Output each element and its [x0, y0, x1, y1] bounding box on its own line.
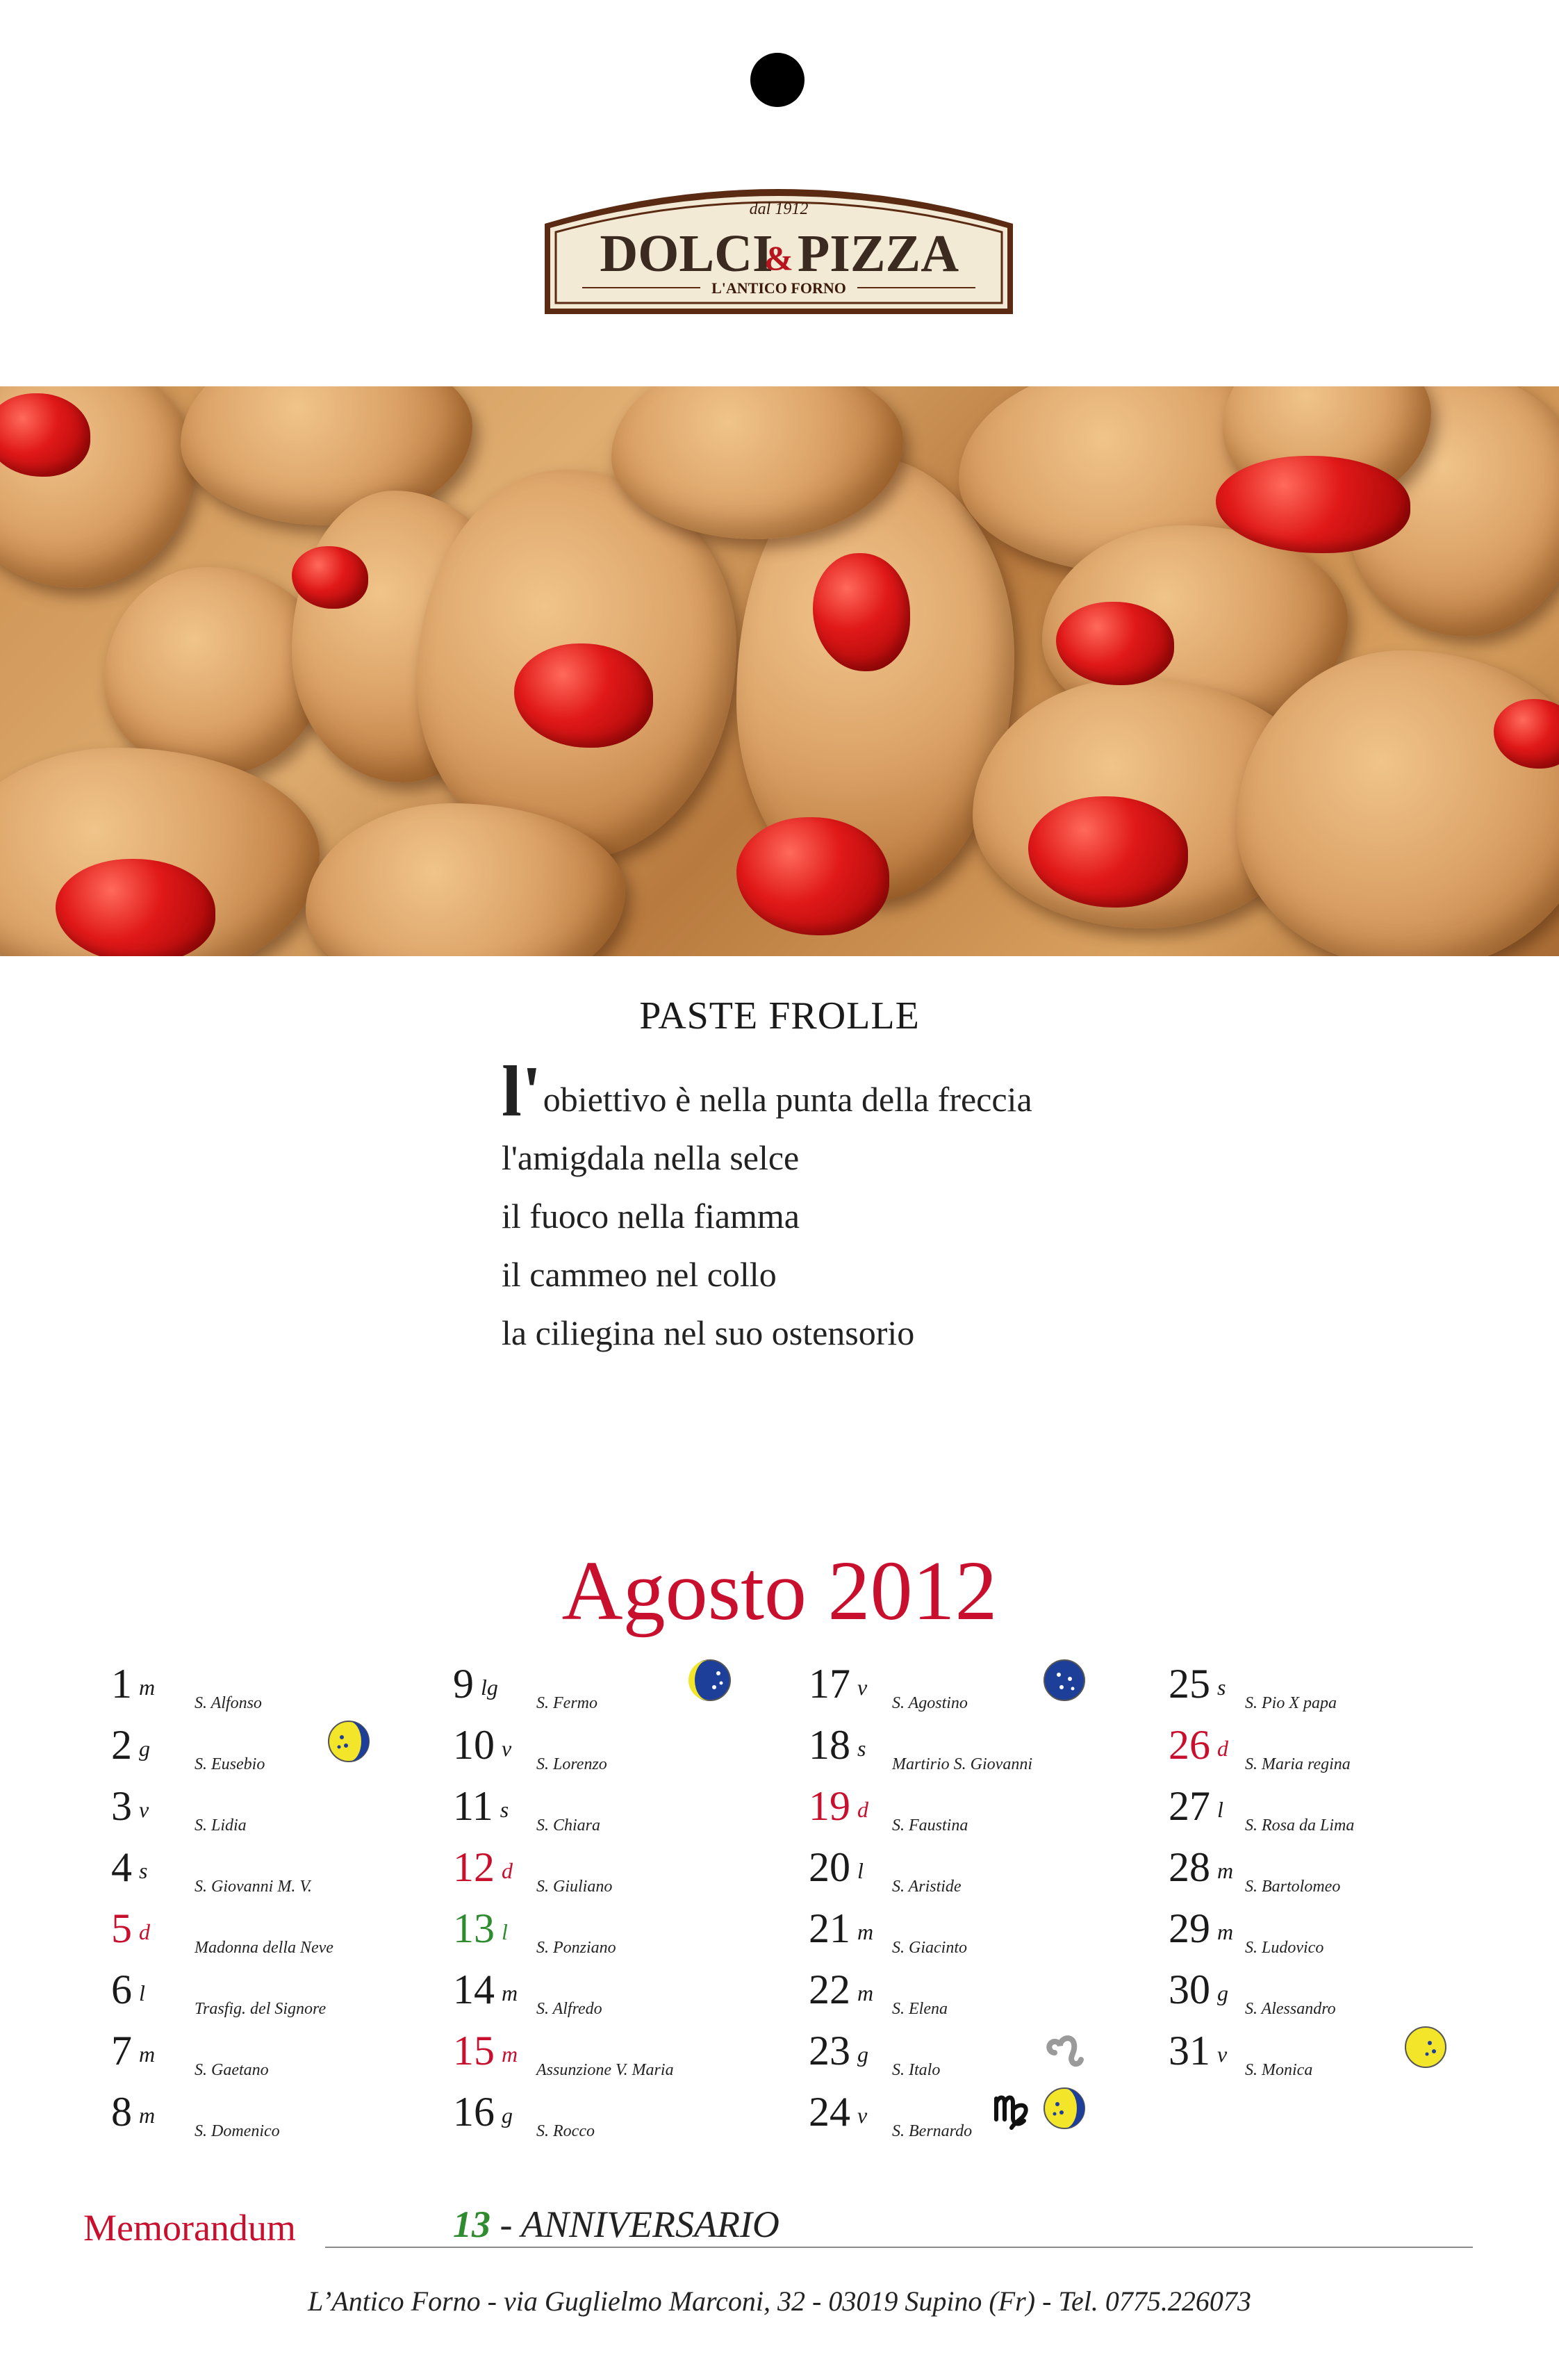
- saint-name: S. Giovanni M. V.: [195, 1878, 312, 1896]
- day-number-value: 7: [111, 2028, 132, 2074]
- memorandum-label: Memorandum: [83, 2207, 296, 2249]
- weekday-letter: v: [857, 2103, 868, 2128]
- new-moon-icon: [1042, 1658, 1087, 1706]
- saint-name: S. Alfredo: [536, 2000, 602, 2018]
- hanging-hole: [750, 53, 805, 107]
- saint-name: S. Alessandro: [1245, 2000, 1336, 2018]
- day-number: [809, 1782, 868, 1834]
- saint-name: S. Maria regina: [1245, 1755, 1351, 1773]
- day-number-value: 17: [809, 1661, 850, 1707]
- saint-name: S. Lorenzo: [536, 1755, 607, 1773]
- day-number-value: 3: [111, 1783, 132, 1829]
- calendar-day-row: [453, 1904, 814, 1965]
- day-number: [453, 1659, 498, 1712]
- weekday-letter: m: [502, 1980, 518, 2005]
- day-number: [453, 2026, 518, 2078]
- saint-name: S. Aristide: [892, 1878, 962, 1896]
- saint-name: Assunzione V. Maria: [536, 2061, 674, 2079]
- calendar-day-row: [453, 1721, 814, 1782]
- weekday-letter: lg: [481, 1675, 498, 1700]
- calendar-day-row: [809, 1843, 1170, 1904]
- saint-name: S. Alfonso: [195, 1694, 262, 1712]
- memorandum-line: [325, 2247, 1473, 2248]
- day-number: [1169, 2026, 1227, 2078]
- poem-line: la ciliegina nel suo ostensorio: [502, 1313, 915, 1352]
- calendar-column: [111, 1659, 472, 2149]
- day-number: [1169, 1904, 1233, 1956]
- day-number-value: 29: [1169, 1905, 1210, 1951]
- weekday-letter: v: [857, 1675, 868, 1700]
- day-number-value: 24: [809, 2089, 850, 2135]
- day-number-value: 15: [453, 2028, 495, 2074]
- day-number-value: 21: [809, 1905, 850, 1951]
- saint-name: S. Domenico: [195, 2122, 280, 2140]
- day-number: [111, 1782, 149, 1834]
- day-number-value: 23: [809, 2028, 850, 2074]
- poem: [502, 1051, 1032, 1362]
- calendar-day-row: [809, 2026, 1170, 2087]
- calendar-day-row: [111, 1904, 472, 1965]
- day-number: [453, 1782, 509, 1834]
- memorandum-note-text: - ANNIVERSARIO: [490, 2203, 780, 2245]
- weekday-letter: m: [1217, 1919, 1234, 1944]
- weekday-letter: s: [500, 1797, 509, 1822]
- calendar-day-row: [453, 1782, 814, 1843]
- svg-text:dal 1912: dal 1912: [749, 200, 809, 218]
- saint-name: S. Italo: [892, 2061, 941, 2079]
- day-number-value: 28: [1169, 1844, 1210, 1890]
- saint-name: S. Bernardo: [892, 2122, 973, 2140]
- saint-name: S. Giuliano: [536, 1878, 613, 1896]
- weekday-letter: v: [502, 1736, 512, 1761]
- day-number-value: 31: [1169, 2028, 1210, 2074]
- day-number-value: 14: [453, 1967, 495, 2012]
- saint-name: S. Faustina: [892, 1816, 968, 1835]
- weekday-letter: m: [139, 2103, 156, 2128]
- weekday-letter: g: [857, 2042, 868, 2067]
- calendar-column: [453, 1659, 814, 2149]
- day-number: [1169, 1782, 1223, 1834]
- full-moon-icon: [1403, 2025, 1448, 2073]
- day-number-value: 18: [809, 1722, 850, 1768]
- day-number: [111, 1965, 145, 2017]
- calendar-day-row: [453, 1965, 814, 2026]
- calendar-day-row: [453, 1843, 814, 1904]
- weekday-letter: d: [1217, 1736, 1228, 1761]
- day-number: [111, 2087, 155, 2140]
- svg-text:DOLCI: DOLCI: [600, 224, 773, 283]
- weekday-letter: l: [1217, 1797, 1223, 1822]
- weekday-letter: m: [139, 2042, 156, 2067]
- day-number: [453, 1843, 513, 1895]
- day-number-value: 12: [453, 1844, 495, 1890]
- weekday-letter: l: [857, 1858, 864, 1883]
- day-number: [1169, 1721, 1228, 1773]
- weekday-letter: d: [502, 1858, 513, 1883]
- calendar-day-row: [809, 1721, 1170, 1782]
- section-title: PASTE FROLLE: [639, 994, 920, 1037]
- day-number: [809, 1965, 873, 2017]
- weekday-letter: d: [857, 1797, 868, 1822]
- saint-name: S. Rocco: [536, 2122, 595, 2140]
- saint-name: S. Ponziano: [536, 1939, 616, 1957]
- day-number: [111, 1904, 150, 1956]
- virgo-sign-icon: [991, 2086, 1035, 2134]
- calendar-day-row: [453, 1659, 814, 1721]
- day-number: [809, 1904, 873, 1956]
- weekday-letter: l: [502, 1919, 508, 1944]
- calendar-day-row: [809, 1659, 1170, 1721]
- day-number-value: 5: [111, 1905, 132, 1951]
- first-quarter-moon-icon: [1042, 2086, 1087, 2134]
- calendar-day-row: [111, 2026, 472, 2087]
- calendar-day-row: [1169, 1843, 1530, 1904]
- calendar-column: [1169, 1659, 1530, 2087]
- weekday-letter: m: [139, 1675, 156, 1700]
- calendar-day-row: [1169, 1904, 1530, 1965]
- day-number-value: 20: [809, 1844, 850, 1890]
- calendar-column: [809, 1659, 1170, 2149]
- day-number: [111, 1659, 155, 1712]
- weekday-letter: s: [139, 1858, 148, 1883]
- weekday-letter: d: [139, 1919, 150, 1944]
- calendar-day-row: [453, 2026, 814, 2087]
- day-number-value: 4: [111, 1844, 132, 1890]
- day-number-value: 16: [453, 2089, 495, 2135]
- poem-line: il fuoco nella fiamma: [502, 1197, 800, 1236]
- calendar-day-row: [111, 2087, 472, 2149]
- weekday-letter: v: [1217, 2042, 1228, 2067]
- day-number: [809, 1721, 866, 1773]
- calendar-day-row: [809, 1965, 1170, 2026]
- day-number-value: 19: [809, 1783, 850, 1829]
- day-number: [809, 2087, 867, 2140]
- first-quarter-moon-icon: [327, 1719, 371, 1767]
- svg-text:PIZZA: PIZZA: [797, 224, 959, 283]
- calendar-day-row: [809, 2087, 1170, 2149]
- calendar-day-row: [453, 2087, 814, 2149]
- day-number: [453, 1721, 511, 1773]
- calendar-day-row: [1169, 2026, 1530, 2087]
- day-number-value: 11: [453, 1783, 493, 1829]
- poem-line: [502, 1051, 1032, 1131]
- day-number-value: 13: [453, 1905, 495, 1951]
- poem-line: l'amigdala nella selce: [502, 1138, 800, 1177]
- footer-address: L’Antico Forno - via Guglielmo Marconi, 32 - 03019 Supino (Fr) - Tel. 0775.226073: [308, 2285, 1251, 2317]
- saint-name: S. Ludovico: [1245, 1939, 1324, 1957]
- saint-name: S. Eusebio: [195, 1755, 265, 1773]
- weekday-letter: l: [139, 1980, 145, 2005]
- weekday-letter: s: [857, 1736, 866, 1761]
- poem-line: il cammeo nel collo: [502, 1255, 777, 1294]
- day-number: [809, 1659, 867, 1712]
- weekday-letter: g: [139, 1736, 150, 1761]
- day-number-value: 26: [1169, 1722, 1210, 1768]
- weekday-letter: v: [139, 1797, 149, 1822]
- day-number: [111, 2026, 155, 2078]
- calendar-day-row: [111, 1965, 472, 2026]
- day-number: [453, 1965, 518, 2017]
- saint-name: S. Chiara: [536, 1816, 601, 1835]
- day-number: [809, 1843, 864, 1895]
- memorandum-note-day: 13: [453, 2203, 490, 2245]
- day-number: [1169, 1843, 1233, 1895]
- month-title: Agosto 2012: [561, 1544, 998, 1638]
- calendar-day-row: [1169, 1965, 1530, 2026]
- day-number: [453, 1904, 508, 1956]
- saint-name: S. Lidia: [195, 1816, 247, 1835]
- weekday-letter: m: [857, 1980, 874, 2005]
- day-number-value: 8: [111, 2089, 132, 2135]
- saint-name: S. Fermo: [536, 1694, 597, 1712]
- calendar-day-row: [111, 1782, 472, 1843]
- saint-name: S. Giacinto: [892, 1939, 967, 1957]
- calendar-day-row: [1169, 1782, 1530, 1843]
- svg-text:L'ANTICO FORNO: L'ANTICO FORNO: [711, 279, 846, 297]
- day-number: [809, 2026, 868, 2078]
- day-number-value: 1: [111, 1661, 132, 1707]
- last-quarter-moon-icon: [688, 1658, 732, 1706]
- saint-name: S. Elena: [892, 2000, 948, 2018]
- saint-name: S. Pio X papa: [1245, 1694, 1337, 1712]
- calendar-day-row: [111, 1659, 472, 1721]
- saint-name: Madonna della Neve: [195, 1939, 333, 1957]
- saint-name: S. Monica: [1245, 2061, 1313, 2079]
- calendar-day-row: [809, 1782, 1170, 1843]
- calendar-day-row: [1169, 1721, 1530, 1782]
- day-number-value: 6: [111, 1967, 132, 2012]
- weekday-letter: m: [857, 1919, 874, 1944]
- day-number-value: 22: [809, 1967, 850, 2012]
- leo-sign-icon: [1042, 2025, 1087, 2073]
- calendar-day-row: [111, 1721, 472, 1782]
- weekday-letter: m: [502, 2042, 518, 2067]
- day-number: [111, 1721, 150, 1773]
- saint-name: Martirio S. Giovanni: [892, 1755, 1032, 1773]
- poem-line-text: obiettivo è nella punta della freccia: [543, 1080, 1032, 1119]
- paste-frolle-photo: [0, 386, 1559, 956]
- day-number: [111, 1843, 147, 1895]
- day-number-value: 2: [111, 1722, 132, 1768]
- day-number: [453, 2087, 513, 2140]
- weekday-letter: m: [1217, 1858, 1234, 1883]
- dolci-pizza-logo: [541, 175, 1017, 320]
- day-number-value: 9: [453, 1661, 474, 1707]
- saint-name: Trasfig. del Signore: [195, 2000, 327, 2018]
- day-number-value: 25: [1169, 1661, 1210, 1707]
- day-number: [1169, 1965, 1228, 2017]
- day-number: [1169, 1659, 1226, 1712]
- memorandum-note: [453, 2203, 780, 2246]
- weekday-letter: g: [1217, 1980, 1228, 2005]
- svg-text:&: &: [764, 238, 793, 277]
- day-number-value: 27: [1169, 1783, 1210, 1829]
- calendar-day-row: [111, 1843, 472, 1904]
- day-number-value: 30: [1169, 1967, 1210, 2012]
- calendar-day-row: [809, 1904, 1170, 1965]
- saint-name: S. Rosa da Lima: [1245, 1816, 1355, 1835]
- weekday-letter: s: [1217, 1675, 1226, 1700]
- weekday-letter: g: [502, 2103, 513, 2128]
- calendar-day-row: [1169, 1659, 1530, 1721]
- saint-name: S. Gaetano: [195, 2061, 269, 2079]
- poem-dropcap: l': [502, 1051, 542, 1131]
- saint-name: S. Agostino: [892, 1694, 968, 1712]
- saint-name: S. Bartolomeo: [1245, 1878, 1341, 1896]
- day-number-value: 10: [453, 1722, 495, 1768]
